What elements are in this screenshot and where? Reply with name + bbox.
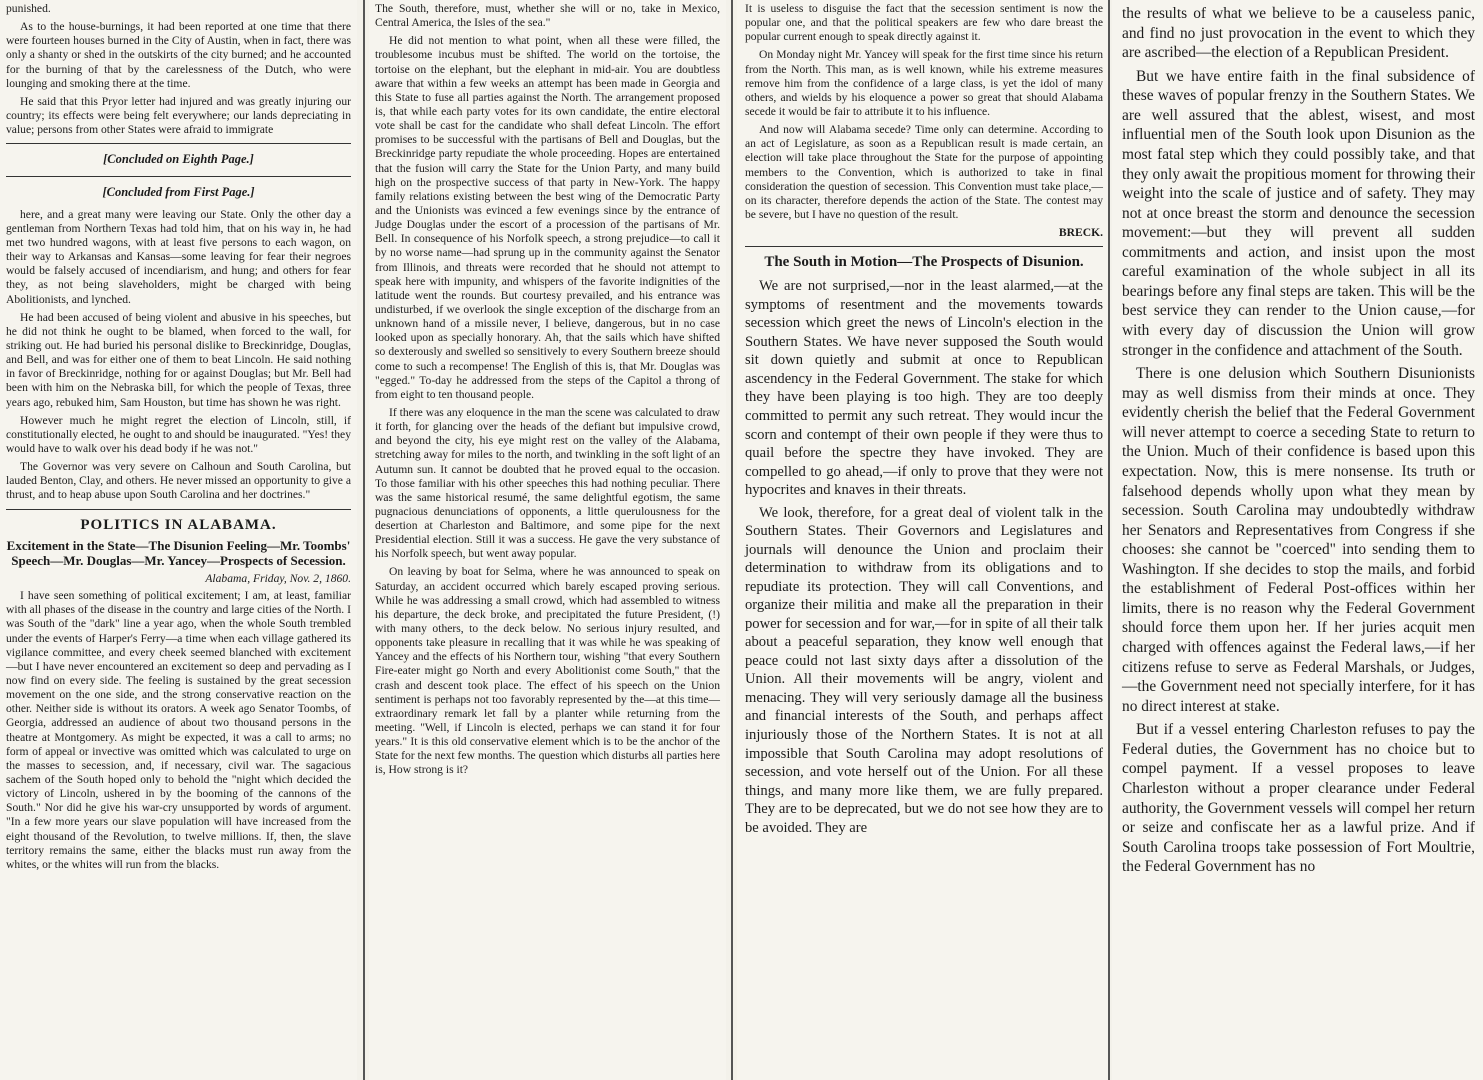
paragraph: On Monday night Mr. Yancey will speak for the first time since his return from the North. This man, as is well known, while his extreme measures remove him from the confidence of a large class, is yet the idol of many others, and wields by his eloquence a power so great that should Alabama secede it would be fair to attribute it to his influence. (745, 48, 1103, 118)
paragraph: He had been accused of being violent and abusive in his speeches, but he did not think he ought to be blamed, when forced to the wall, for striking out. He had buried his personal dislike to Breckinridge, Douglas, and Bell, and was for either one of them to beat Lincoln. He said nothing in favor of Breckinridge, nothing for or against Douglas; but Mr. Bell had been with him on the Nebraska bill, for which the people of Texas, three years ago, rebuked him, Sam Houston, but time has shown he was right. (6, 310, 351, 409)
paragraph: The Governor was very severe on Calhoun and South Carolina, but lauded Benton, Clay, and others. He never missed an opportunity to give a thrust, and to heap abuse upon South Carolina and her doctrines." (6, 460, 351, 502)
signature: BRECK. (1058, 226, 1103, 240)
column-1 (0, 0, 357, 1080)
article-headline: POLITICS IN ALABAMA. (80, 516, 277, 533)
paragraph: We look, therefore, for a great deal of violent talk in the Southern States. Their Governors and Legislatures and journals will denounce the Union and proclaim their determination to withdraw from its obligations and to repudiate its protection. They will call Conventions, and organize their militia and make all the preparation in their power for secession and for war,—for in spite of all their talk about a peaceful separation, they know well enough that peace could not last sixty days after a dissolution of the Union. All their movements will be angry, violent and menacing. They will very seriously damage all the business and financial interests of the South, and perhaps affect injuriously those of the Northern States. It is not at all impossible that South Carolina may adopt resolutions of secession, and vote herself out of the Union. For all these things, and many more like them, we are fully prepared. They are to be deprecated, but we do not see how they are to be avoided. They are (745, 504, 1103, 836)
column-rule (1108, 0, 1110, 1080)
paragraph: here, and a great many were leaving our State. Only the other day a gentleman from Northern Texas had told him, that on his way in, he had met two hundred wagons, with at least five persons to each wagon, on their way to Arkansas and Kansas—some leaving for fear their negroes would be falsely accused of incendiarism, and hung; and others for fear they, as not being slaveholders, might be charged with being Abolitionists, and lynched. (6, 207, 351, 306)
paragraph: He did not mention to what point, when all these were filled, the troublesome incubus must be shifted. The world on the tortoise, the tortoise on the elephant, but the elephant in mid-air. You are doubtless aware that within a few weeks an attempt has been made in Georgia and this State to fuse all parties against the North. The arrangement proposed is, that while each party votes for its own candidate, the entire electoral vote shall be cast for the candidate who shall defeat Lincoln. The effort promises to be successful with the partisans of Bell and Douglas, but the Breckinridge party repudiate the whole proceeding. Hopes are entertained that the fusion will carry the State for the Union Party, and many build high on the prospective success of that party in New-York. The happy family relations existing between the best wing of the Democratic Party and the Unionists was evinced a few evenings since by the entrance of Judge Douglas under the escort of a procession of the partisans of Mr. Bell. In consequence of his Norfolk speech, a strong prejudice—to call it by no worse name—had sprung up in the community against the Senator from Illinois, and threats were recorded that he should not attempt to speak here with impunity, and whispers of the favorite indignities of the latitude went the rounds. But courtesy prevailed, and his entrance was undisturbed, if we overlook the single exception of the discharge from an unknown hand of a missile never, I believe, dangerous, but in no case looked upon as specially honorary. Ah, that the sails which have shifted so dexterously and swelled so sensitively to every Southern breeze should come to such a recompense! The English of this is, that Mr. Douglas was "egged." To-day he addressed from the steps of the Capitol a throng of from eight to ten thousand people. (375, 34, 720, 401)
paragraph: And now will Alabama secede? Time only can determine. According to an act of Legislature, as soon as a Republican result is made certain, an election will take place throughout the State for the purpose of appointing members to the Convention, which is authorized to take in final consideration the question of secession. This Convention must take place,—on its character, therefore depends the action of the State. The contest may be severe, but I have no question of the result. (745, 123, 1103, 221)
column-3 (737, 0, 1109, 1080)
column-4 (1112, 0, 1483, 1080)
divider (6, 509, 351, 510)
divider (745, 246, 1103, 247)
paragraph: However much he might regret the election of Lincoln, still, if constitutionally elected, he ought to and should be inaugurated. "Yes! they would have to walk over his dead body if he was not." (6, 413, 351, 456)
paragraph: As to the house-burnings, it had been reported at one time that there were fourteen houses burned in the City of Austin, when in fact, there was only a shanty or shed in the outskirts of the city burned; and he accounted for the burning of that by the carelessness of the Dutch, who were lounging and smoking there at the time. (6, 20, 351, 90)
paragraph: We are not surprised,—nor in the least alarmed,—at the symptoms of resentment and the movements towards secession which greet the news of Lincoln's election in the Southern States. We have never supposed the South would sit down quietly and submit at once to Republican ascendency in the Federal Government. The stake for which they have been playing is too high. They are too deeply committed to permit any such retreat. They would incur the scorn and contempt of their own people if they were thus to quail before the spectre they have invoked. They are compelled to go ahead,—if only to prove that they were not hypocrites and knaves in their threats. (745, 278, 1103, 499)
article-subheadline: Excitement in the State—The Disunion Feeling—Mr. Toombs' Speech—Mr. Douglas—Mr. Yancey—Prospects of Secession. (6, 537, 351, 569)
column-rule (731, 0, 733, 1080)
paragraph: the results of what we believe to be a causeless panic, and find no just provocation in the event to which they are ascribed—the election of a Republican President. (1122, 5, 1475, 62)
paragraph: If there was any eloquence in the man the scene was calculated to draw it forth, for glancing over the heads of the defiant but impulsive crowd, and beyond the city, his eye might rest on the valley of the Alabama, stretching away for miles to the north, and twinkling in the soft light of an Autumn sun. It cannot be doubted that he proved equal to the occasion. To those familiar with his other speeches this had nothing peculiar. There was the same historical resumé, the same delightful egotism, the same pugnacious denunciations of opponents, a little querulousness for the desertion at Charleston and Baltimore, and some pipe for the next Presidential election. Still it was a success. He gave the very substance of his Norfolk speech, but went away popular. (375, 405, 720, 561)
paragraph: There is one delusion which Southern Disunionists may as well dismiss from their minds at once. They evidently cherish the belief that the Federal Government will never attempt to coerce a seceding State to return to the Union. Much of their confidence is based upon this expectation. Now, this is mere nonsense. Its truth or falsehood depends wholly upon what they mean by secession. South Carolina may undoubtedly withdraw her Senators and Representatives from Congress if she chooses: she cannot be "coerced" into sending them to Washington. If she decides to stop the mails, and forbid the establishment of Federal Post-offices within her limits, there is no reason why the Federal Government should force them upon her. If her juries acquit men charged with offences against the Federal laws,—if her citizens refuse to serve as Federal Marshals, or Judges,—the Government need not specially interfere, for it has no direct interest at stake. (1122, 365, 1475, 715)
continuation-note: [Concluded on Eighth Page.] (103, 152, 254, 167)
dateline: Alabama, Friday, Nov. 2, 1860. (205, 572, 351, 586)
divider (6, 143, 351, 144)
article-headline: The South in Motion—The Prospects of Disunion. (764, 254, 1084, 271)
paragraph: But if a vessel entering Charleston refuses to pay the Federal duties, the Government has no choice but to compel payment. If a vessel proposes to leave Charleston without a proper clearance under Federal authority, the Government vessels will compel her return or seize and confiscate her as a lawful prize. And if South Carolina troops take possession of Fort Moultrie, the Federal Government has no (1122, 721, 1475, 876)
editorial-section (745, 253, 1103, 837)
paragraph: On leaving by boat for Selma, where he was announced to speak on Saturday, an accident occurred which barely escaped proving serious. While he was addressing a small crowd, which had assembled to witness his departure, the deck broke, and precipitated the future President, (!) with many others, to the deck below. No serious injury resulted, and opponents take pleasure in recalling that it was while he was speaking of Yancey and the effects of his Northern tour, wishing "that every Southern Fire-eater might go North and every Abolitionist come South," that the crash and descent took place. The effect of his speech on the Union sentiment is perhaps not too favorably represented by the—at this time—extraordinary remark let fall by a planter while returning from the meeting. "Well, if Lincoln is elected, perhaps we can stand it for four years." It is this old conservative element which is to be the anchor of the State for the next few months. The question which disturbs all parties here is, How strong is it? (375, 565, 720, 777)
paragraph: The South, therefore, must, whether she will or no, take in Mexico, Central America, the Isles of the sea." (375, 2, 720, 30)
paragraph: He said that this Pryor letter had injured and was greatly injuring our country; its effects were being felt everywhere; our lands depreciating in value; persons from other States were afraid to immigrate (6, 94, 351, 137)
text-fragment: punished. (6, 2, 51, 15)
continuation-note: [Concluded from First Page.] (102, 184, 255, 199)
column-rule (363, 0, 365, 1080)
divider (6, 176, 351, 177)
paragraph: But we have entire faith in the final subsidence of these waves of popular frenzy in the Southern States. We are well assured that the ablest, wisest, and most influential men of the South look upon Disunion as the most fatal step which they could possibly take, and that they only await the propitious moment for throwing their weight into the scale of justice and of safety. They may not at once breast the storm and denounce the secession movement:—but they will prevent all sudden commitments and action, and insist upon the most careful examination of the whole subject in all its bearings before any final steps are taken. This will be the best service they can render to the Union cause,—for with every day of discussion the Union will grow stronger in the confidence and attachment of the South. (1122, 67, 1475, 359)
paragraph: It is useless to disguise the fact that the secession sentiment is now the popular one, and that the political speakers are few who dare breast the popular current enough to speak directly against it. (745, 2, 1103, 44)
paragraph: I have seen something of political excitement; I am, at least, familiar with all phases of the disease in the country and large cities of the North. I was South of the "dark" line a year ago, when the whole South trembled under the events of Harper's Ferry—a time when each village gathered its vigilance committee, and every cheek seemed blanched with excitement—but I have never encountered an excitement so deep and pervading as I now find on every side. The feeling is sustained by the great secession movement on the one side, and the strong conservative reaction on the other. Neither side is without its orators. A week ago Senator Toombs, of Georgia, addressed an audience of about two thousand persons in the theatre at Montgomery. As might be expected, it was a call to arms; no form of appeal or invective was omitted which was calculated to urge on the masses to secession, and, if necessary, civil war. The sagacious sachem of the South hoped only to behold the "night which decided the victory of Lincoln, ushered in by the booming of the cannons of the South." Nor did he give his war-cry unsupported by words of argument. "In a few more years our slave population will have increased from the eight thousand of the Revolution, to twelve millions. If, then, the slave territory remains the same, either the blacks must run away from the whites, or the whites will run from the blacks. (6, 589, 351, 871)
column-2 (369, 0, 726, 1080)
